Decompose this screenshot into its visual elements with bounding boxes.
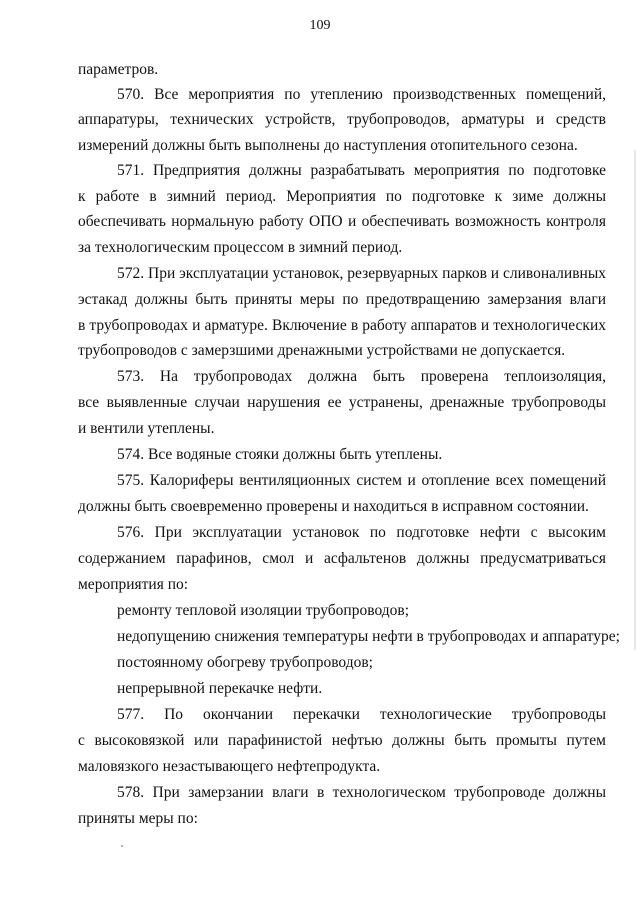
- paragraph-573-line-2: все выявленные случаи нарушения ее устранены, дренажные трубопроводы: [78, 394, 606, 411]
- paragraph-570-line-2: аппаратуры, технических устройств, трубопроводов, арматуры и средств: [78, 111, 606, 128]
- paragraph-576-line-3: мероприятия по:: [78, 576, 189, 593]
- paragraph-571-line-2: к работе в зимний период. Мероприятия по подготовке к зиме должны: [78, 188, 606, 205]
- paragraph-573-line-3: и вентили утеплены.: [78, 420, 215, 437]
- list-item: недопущению снижения температуры нефти в трубопроводах и аппаратуре;: [117, 628, 620, 645]
- scan-speck: [121, 845, 123, 847]
- scan-edge-artifact: [634, 150, 636, 650]
- paragraph-573-line-1: 573. На трубопроводах должна быть проверена теплоизоляция,: [117, 368, 606, 385]
- paragraph-572-line-1: 572. При эксплуатации установок, резервуарных парков и сливоналивных: [117, 265, 606, 282]
- paragraph-578-line-1: 578. При замерзании влаги в технологическом трубопроводе должны: [117, 784, 606, 801]
- paragraph-574: 574. Все водяные стояки должны быть утеплены.: [117, 446, 443, 463]
- paragraph-570-line-3: измерений должны быть выполнены до наступления отопительного сезона.: [78, 137, 578, 154]
- page-number: 109: [309, 18, 331, 33]
- paragraph-571-line-3: обеспечивать нормальную работу ОПО и обеспечивать возможность контроля: [78, 213, 606, 230]
- paragraph-577-line-2: с высоковязкой или парафинистой нефтью должны быть промыты путем: [78, 732, 606, 749]
- paragraph-575-line-1: 575. Калориферы вентиляционных систем и отопление всех помещений: [117, 472, 606, 489]
- paragraph-570-line-1: 570. Все мероприятия по утеплению производственных помещений,: [117, 86, 606, 103]
- paragraph-577-line-3: маловязкого незастывающего нефтепродукта.: [78, 758, 381, 775]
- list-item: ремонту тепловой изоляции трубопроводов;: [117, 602, 410, 619]
- paragraph-571-line-4: за технологическим процессом в зимний период.: [78, 239, 403, 256]
- paragraph-577-line-1: 577. По окончании перекачки технологические трубопроводы: [117, 706, 606, 723]
- paragraph-575-line-2: должны быть своевременно проверены и находиться в исправном состоянии.: [78, 498, 589, 515]
- paragraph-576-line-2: содержанием парафинов, смол и асфальтенов должны предусматриваться: [78, 550, 606, 567]
- paragraph-572-line-4: трубопроводов с замерзшими дренажными устройствами не допускается.: [78, 342, 566, 359]
- paragraph-572-line-2: эстакад должны быть приняты меры по предотвращению замерзания влаги: [78, 291, 606, 308]
- list-item: непрерывной перекачке нефти.: [117, 680, 323, 697]
- paragraph-576-line-1: 576. При эксплуатации установок по подготовке нефти с высоким: [117, 524, 606, 541]
- text-line: параметров.: [78, 61, 159, 78]
- paragraph-572-line-3: в трубопроводах и арматуре. Включение в работу аппаратов и технологических: [78, 317, 606, 334]
- paragraph-578-line-2: приняты меры по:: [78, 810, 198, 827]
- paragraph-571-line-1: 571. Предприятия должны разрабатывать мероприятия по подготовке: [117, 162, 606, 179]
- list-item: постоянному обогреву трубопроводов;: [117, 654, 373, 671]
